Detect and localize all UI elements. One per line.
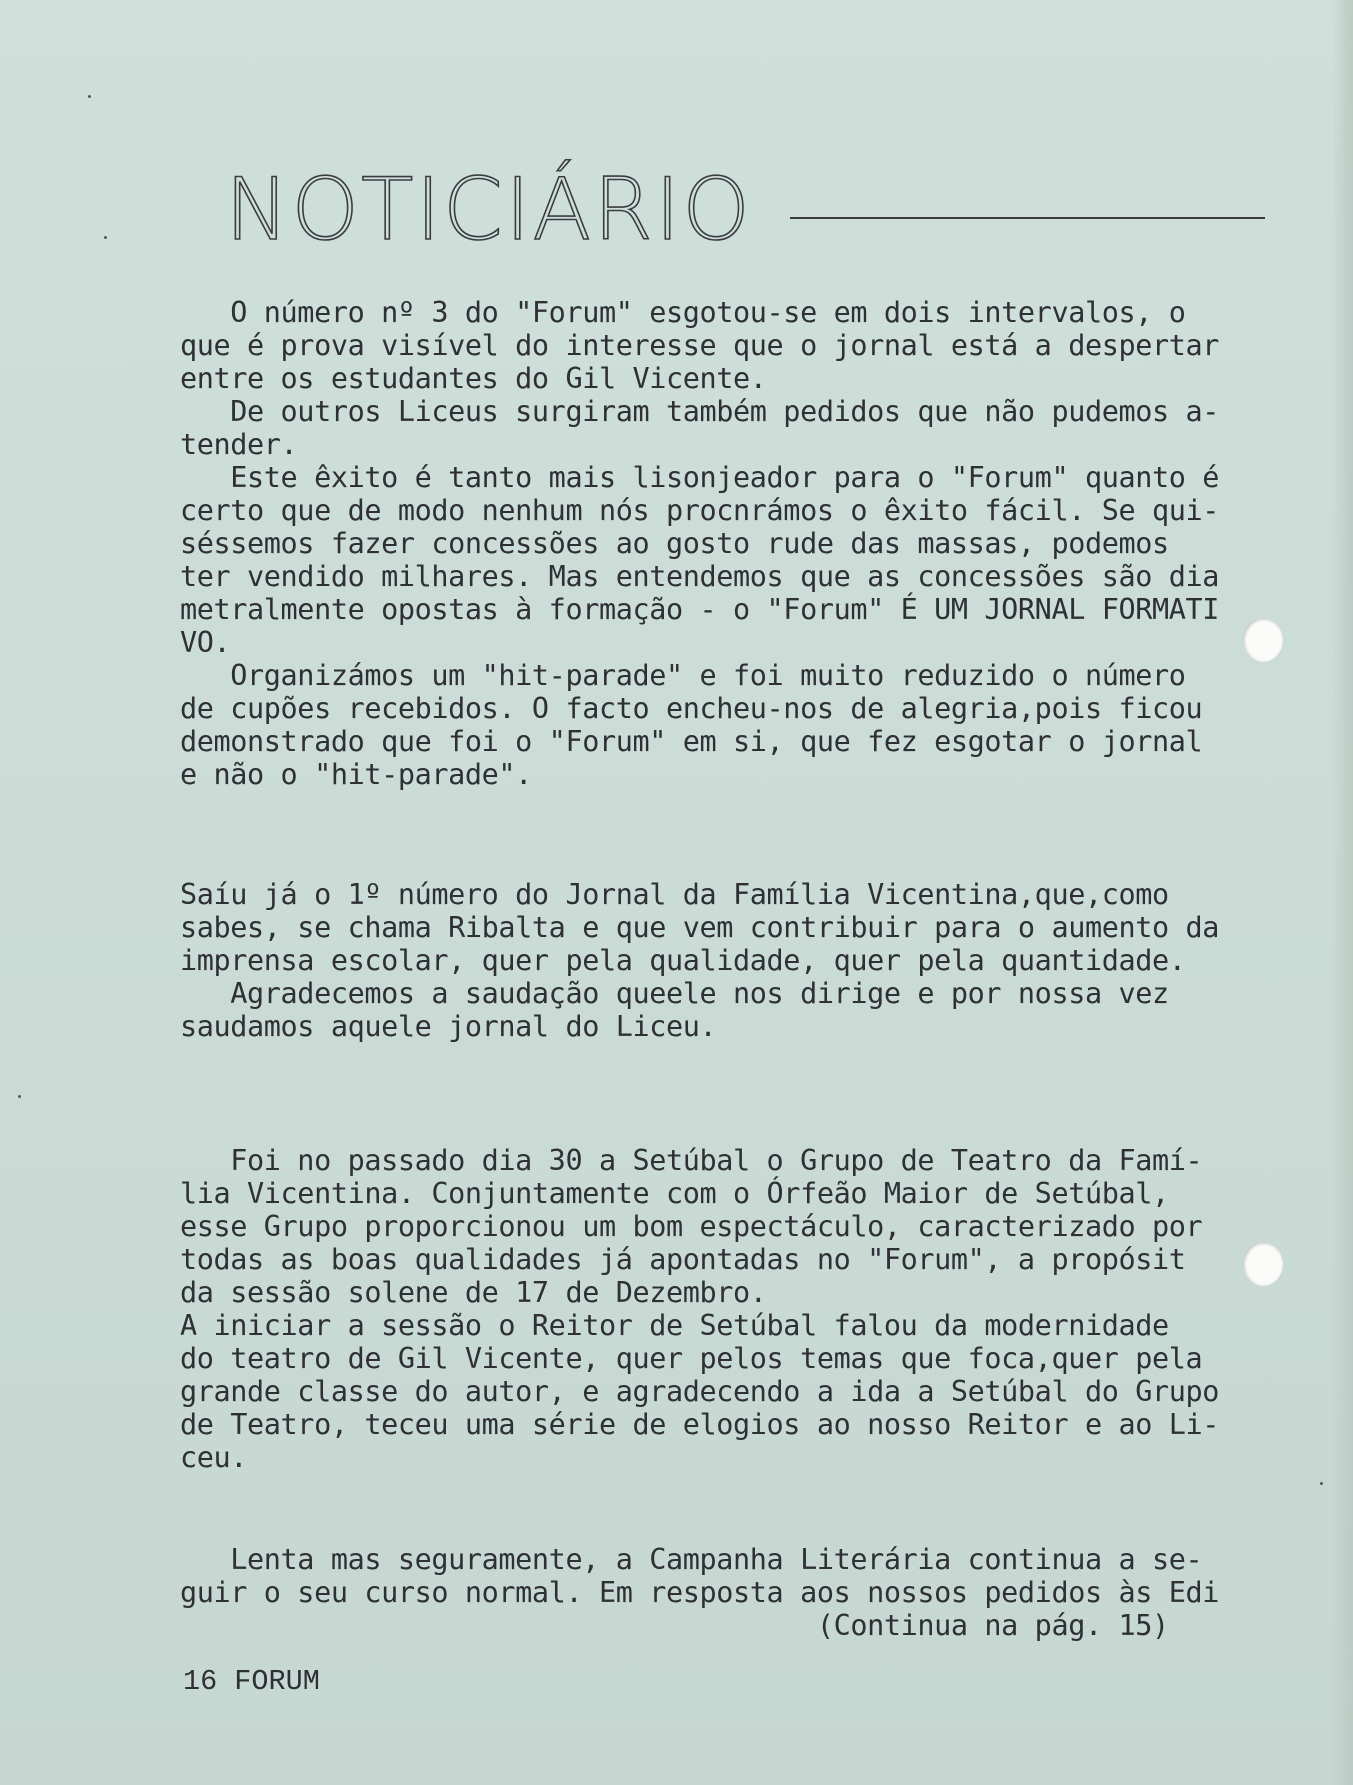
text-line: esse Grupo proporcionou um bom espectáculo, caracterizado por — [180, 1210, 1203, 1243]
text-line: entre os estudantes do Gil Vicente. — [180, 362, 767, 395]
page-heading: NOTICIÁRIO — [225, 160, 752, 260]
text-line: Lenta mas seguramente, a Campanha Literária continua a se- — [180, 1543, 1203, 1576]
text-line: e não o "hit-parade". — [180, 758, 532, 791]
text-line: todas as boas qualidades já apontadas no "Forum", a propósit — [180, 1243, 1186, 1276]
text-line: demonstrado que foi o "Forum" em si, que fez esgotar o jornal — [180, 725, 1203, 758]
text-line: de cupões recebidos. O facto encheu-nos de alegria,pois ficou — [180, 692, 1203, 725]
text-line: Saíu já o 1º número do Jornal da Família Vicentina,que,como — [180, 878, 1169, 911]
text-line: Organizámos um "hit-parade" e foi muito reduzido o número — [180, 659, 1186, 692]
heading-row — [225, 155, 1265, 265]
text-line: do teatro de Gil Vicente, quer pelos temas que foca,quer pela — [180, 1342, 1203, 1375]
paper-speck — [1320, 1482, 1323, 1485]
text-line: tender. — [180, 428, 298, 461]
text-line: da sessão solene de 17 de Dezembro. — [180, 1276, 767, 1309]
paper-speck — [88, 95, 91, 98]
page-footer: 16 FORUM — [183, 1665, 320, 1698]
text-line: imprensa escolar, quer pela qualidade, quer pela quantidade. — [180, 944, 1186, 977]
text-line: ceu. — [180, 1441, 248, 1474]
section-forum-esgotado — [180, 296, 1219, 791]
text-line: A iniciar a sessão o Reitor de Setúbal falou da modernidade — [180, 1309, 1169, 1342]
text-line: certo que de modo nenhum nós procnrámos o êxito fácil. Se qui- — [180, 494, 1220, 527]
text-line: guir o seu curso normal. Em resposta aos nossos pedidos às Edi — [180, 1576, 1220, 1609]
text-line: VO. — [180, 626, 231, 659]
text-line: grande classe do autor, e agradecendo a ida a Setúbal do Grupo — [180, 1375, 1220, 1408]
section-campanha-literaria — [180, 1543, 1219, 1642]
text-line: Este êxito é tanto mais lisonjeador para o "Forum" quanto é — [180, 461, 1220, 494]
punch-hole-top — [1243, 618, 1283, 662]
paper-speck — [18, 1095, 21, 1098]
text-line: ter vendido milhares. Mas entendemos que as concessões são dia — [180, 560, 1220, 593]
paper-edge — [1331, 0, 1353, 1785]
heading-rule — [790, 217, 1265, 219]
paper-speck — [104, 236, 107, 239]
text-line: lia Vicentina. Conjuntamente com o Órfeão Maior de Setúbal, — [180, 1177, 1169, 1210]
text-line: que é prova visível do interesse que o jornal está a despertar — [180, 329, 1220, 362]
text-line: de Teatro, teceu uma série de elogios ao nosso Reitor e ao Li- — [180, 1408, 1220, 1441]
text-line: (Continua na pág. 15) — [180, 1609, 1169, 1642]
text-line: metralmente opostas à formação - o "Forum" É UM JORNAL FORMATI — [180, 593, 1220, 626]
text-line: De outros Liceus surgiram também pedidos que não pudemos a- — [180, 395, 1220, 428]
text-line: Foi no passado dia 30 a Setúbal o Grupo de Teatro da Famí- — [180, 1144, 1203, 1177]
text-line: sabes, se chama Ribalta e que vem contribuir para o aumento da — [180, 911, 1220, 944]
text-line: saudamos aquele jornal do Liceu. — [180, 1010, 717, 1043]
section-teatro-setubal — [180, 1144, 1219, 1474]
text-line: Agradecemos a saudação queele nos dirige e por nossa vez — [180, 977, 1169, 1010]
section-jornal-ribalta — [180, 878, 1219, 1043]
text-line: O número nº 3 do "Forum" esgotou-se em dois intervalos, o — [180, 296, 1186, 329]
punch-hole-bottom — [1243, 1242, 1283, 1286]
text-line: séssemos fazer concessões ao gosto rude das massas, podemos — [180, 527, 1169, 560]
